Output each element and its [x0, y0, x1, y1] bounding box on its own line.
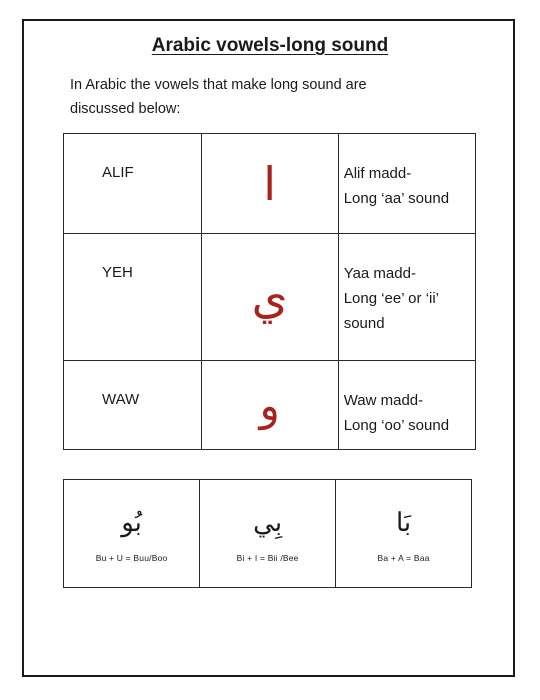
description-line: Long ‘ee’ or ‘ii’: [343, 290, 440, 307]
example-word: بِي: [253, 508, 283, 538]
example-cell-buu: [64, 480, 200, 588]
vowel-name: YEH: [64, 234, 202, 361]
table-row-yeh: [64, 234, 476, 361]
example-transliteration: Bi + I = Bii /Bee: [236, 553, 299, 563]
example-word: بَا: [395, 508, 412, 538]
intro-text: In Arabic the vowels that make long sound are discussed below:: [70, 77, 367, 117]
description-line: Yaa madd-: [343, 265, 416, 282]
description-line: Alif madd-: [343, 165, 412, 182]
examples-row: [64, 480, 472, 588]
arabic-letter: ي: [201, 234, 338, 361]
page-title: Arabic vowels-long sound: [151, 35, 389, 56]
vowel-description: [338, 361, 475, 450]
arabic-letter: ا: [201, 134, 338, 234]
description-line: Long ‘aa’ sound: [343, 190, 450, 207]
example-word: بُو: [121, 508, 142, 538]
example-cell-bii: [200, 480, 336, 588]
description-line: sound: [343, 315, 385, 332]
arabic-letter: و: [201, 361, 338, 450]
example-cell-baa: [336, 480, 472, 588]
description-line: Long ‘oo’ sound: [343, 417, 450, 434]
vowel-name: WAW: [64, 361, 202, 450]
long-vowels-table: [63, 133, 476, 450]
vowel-description: [338, 234, 475, 361]
table-row-waw: [64, 361, 476, 450]
vowel-name: ALIF: [64, 134, 202, 234]
examples-table: [63, 479, 472, 588]
example-transliteration: Ba + A = Baa: [377, 553, 430, 563]
example-transliteration: Bu + U = Buu/Boo: [95, 553, 168, 563]
table-row-alif: [64, 134, 476, 234]
description-line: Waw madd-: [343, 392, 424, 409]
vowel-description: [338, 134, 475, 234]
